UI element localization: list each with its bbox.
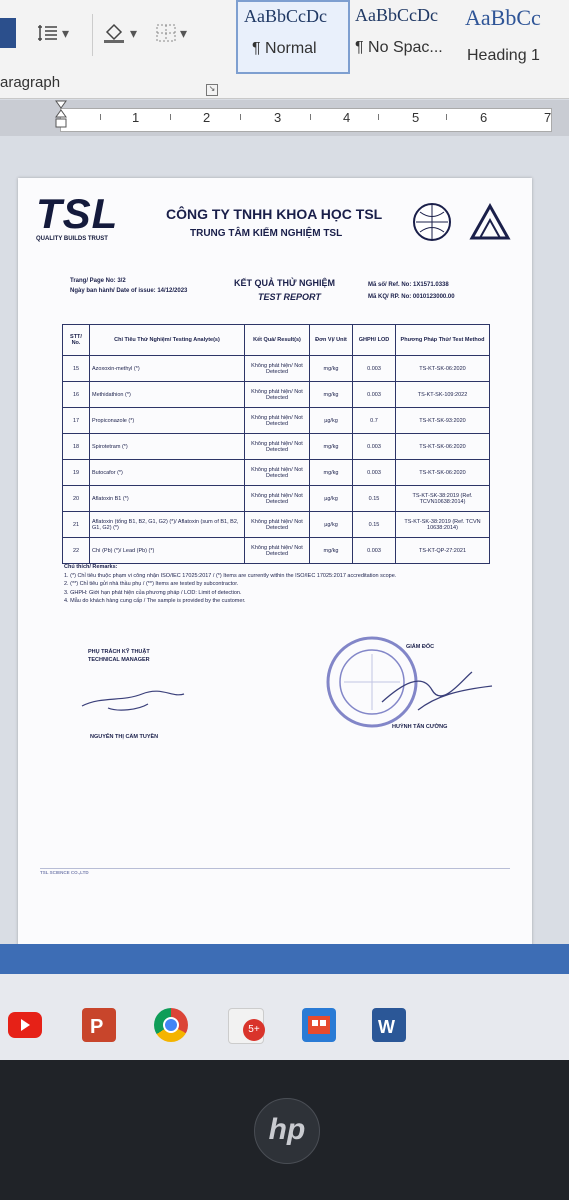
signature-right xyxy=(378,666,498,716)
row-number: 17 xyxy=(63,408,90,434)
method-cell: TS-KT-SK-06:2020 xyxy=(396,434,490,460)
table-row xyxy=(63,486,490,512)
result-cell: Không phát hiện/ Not Detected xyxy=(245,408,310,434)
analyte-cell: Spirotetram (*) xyxy=(90,434,245,460)
result-cell: Không phát hiện/ Not Detected xyxy=(245,460,310,486)
ruler-tick xyxy=(170,114,171,120)
column-header: Chỉ Tiêu Thử Nghiệm/ Testing Analyte(s) xyxy=(90,325,245,356)
chevron-down-icon: ▾ xyxy=(180,24,188,41)
footer-company: TSL SCIENCE CO.,LTD xyxy=(40,870,89,875)
line-spacing-button[interactable] xyxy=(36,20,69,46)
analyte-cell: Aflatoxin B1 (*) xyxy=(90,486,245,512)
borders-button[interactable] xyxy=(156,20,187,46)
document-footer xyxy=(40,868,510,929)
style-heading-1[interactable] xyxy=(458,0,569,72)
lod-cell: 0.003 xyxy=(353,356,396,382)
method-cell: TS-KT-SK-38:2019 (Ref. TCVN 10638:2014) xyxy=(396,512,490,538)
result-cell: Không phát hiện/ Not Detected xyxy=(245,434,310,460)
paint-bucket-icon xyxy=(102,22,126,44)
column-header: Phương Pháp Thử/ Test Method xyxy=(396,325,490,356)
powerpoint-icon[interactable] xyxy=(82,1008,116,1042)
table-row xyxy=(63,460,490,486)
logo-tagline: QUALITY BUILDS TRUST xyxy=(36,236,108,242)
document-page[interactable] xyxy=(18,178,532,946)
ruler-number: 6 xyxy=(480,110,488,125)
horizontal-ruler[interactable] xyxy=(0,100,569,136)
director-title: GIÁM ĐỐC xyxy=(406,644,435,650)
analyte-cell: Azoxoxin-methyl (*) xyxy=(90,356,245,382)
company-subtitle: TRUNG TÂM KIỂM NGHIỆM TSL xyxy=(190,228,343,239)
row-number: 22 xyxy=(63,538,90,564)
accreditation-globe-icon xyxy=(412,202,452,242)
dialog-launcher-icon[interactable]: ↘ xyxy=(206,84,218,96)
lod-cell: 0.7 xyxy=(353,408,396,434)
column-header: Kết Quả/ Result(s) xyxy=(245,325,310,356)
report-title: KẾT QUẢ THỬ NGHIỆM xyxy=(234,278,335,288)
analyte-cell: Chì (Pb) (*)/ Lead (Pb) (*) xyxy=(90,538,245,564)
row-number: 19 xyxy=(63,460,90,486)
ruler-number: 1 xyxy=(132,110,140,125)
lod-cell: 0.003 xyxy=(353,538,396,564)
page-number-line: Trang/ Page No: 3/2 xyxy=(70,278,126,284)
lod-cell: 0.003 xyxy=(353,382,396,408)
result-cell: Không phát hiện/ Not Detected xyxy=(245,512,310,538)
unit-cell: mg/kg xyxy=(310,460,353,486)
method-cell: TS-KT-SK-06:2020 xyxy=(396,460,490,486)
ruler-tick xyxy=(446,114,447,120)
analyte-cell: Propiconazole (*) xyxy=(90,408,245,434)
sample-line: Mã KQ/ RP. No: 0010123000.00 xyxy=(368,294,455,300)
indent-marker-icon[interactable] xyxy=(55,100,67,130)
column-header: STT/ No. xyxy=(63,325,90,356)
youtube-icon[interactable] xyxy=(8,1012,42,1038)
lod-cell: 0.003 xyxy=(353,434,396,460)
remark-item: 2. (**) Chỉ tiêu gửi nhà thầu phụ / (**) Items are tested by subcontractor. xyxy=(64,581,239,587)
unit-cell: mg/kg xyxy=(310,382,353,408)
unit-cell: µg/kg xyxy=(310,486,353,512)
ruler-tick xyxy=(310,114,311,120)
method-cell: TS-KT-SK-38:2019 (Ref. TCVN10638:2014) xyxy=(396,486,490,512)
svg-text:W: W xyxy=(378,1017,395,1037)
result-cell: Không phát hiện/ Not Detected xyxy=(245,356,310,382)
ruler-number: 5 xyxy=(412,110,420,125)
ruler-number: 7 xyxy=(544,110,552,125)
row-number: 21 xyxy=(63,512,90,538)
lod-cell: 0.15 xyxy=(353,486,396,512)
row-number: 15 xyxy=(63,356,90,382)
signatory-subtitle: TECHNICAL MANAGER xyxy=(88,657,150,663)
table-row xyxy=(63,512,490,538)
table-row xyxy=(63,356,490,382)
company-logo: TSL xyxy=(36,190,119,237)
style-no-spacing[interactable] xyxy=(348,0,460,72)
line-spacing-icon xyxy=(36,24,58,42)
style-preview: AaBbCcDc xyxy=(355,5,438,25)
notification-badge: 5+ xyxy=(243,1019,265,1041)
borders-icon xyxy=(156,24,176,42)
word-icon[interactable] xyxy=(372,1008,406,1042)
remark-item: 3. GHPH: Giới hạn phát hiện của phương pháp / LOD: Limit of detection. xyxy=(64,589,242,596)
issue-date-line: Ngày ban hành/ Date of issue: 14/12/2023 xyxy=(70,288,188,294)
ribbon-color-tab[interactable] xyxy=(0,18,16,48)
unit-cell: µg/kg xyxy=(310,512,353,538)
unit-cell: mg/kg xyxy=(310,538,353,564)
report-subtitle: TEST REPORT xyxy=(258,292,321,302)
table-row xyxy=(63,382,490,408)
results-table xyxy=(62,324,490,564)
result-cell: Không phát hiện/ Not Detected xyxy=(245,382,310,408)
row-number: 18 xyxy=(63,434,90,460)
technical-manager-block xyxy=(88,648,150,664)
taskbar xyxy=(0,974,569,1060)
ruler-tick xyxy=(100,114,101,120)
remark-item: 1. (*) Chỉ tiêu thuộc phạm vi công nhận ISO/IEC 17025:2017 / (*) Items are currently within the ISO/IEC 17025:2017 accreditation scope. xyxy=(64,572,397,579)
unit-cell: mg/kg xyxy=(310,434,353,460)
row-number: 16 xyxy=(63,382,90,408)
ruler-number: 2 xyxy=(203,110,211,125)
column-header: GHPH/ LOD xyxy=(353,325,396,356)
chevron-down-icon: ▾ xyxy=(130,24,138,41)
hp-logo xyxy=(254,1098,320,1164)
ruler-tick xyxy=(240,114,241,120)
analyte-cell: Aflatoxin (tổng B1, B2, G1, G2) (*)/ Aflatoxin (sum of B1, B2, G1, G2) (*) xyxy=(90,512,245,538)
unit-cell: mg/kg xyxy=(310,356,353,382)
signature-left xyxy=(78,678,188,718)
ruler-tick xyxy=(378,114,379,120)
table-row xyxy=(63,408,490,434)
method-cell: TS-KT-SK-109:2022 xyxy=(396,382,490,408)
unit-cell: µg/kg xyxy=(310,408,353,434)
style-preview: AaBbCc xyxy=(465,5,541,30)
analyte-cell: Butocafor (*) xyxy=(90,460,245,486)
aosc-logo-icon xyxy=(466,202,514,242)
signatory-name-right: HUỲNH TẤN CƯỜNG xyxy=(392,724,448,730)
method-cell: TS-KT-SK-06:2020 xyxy=(396,356,490,382)
calendar-app-icon[interactable] xyxy=(302,1008,336,1042)
style-name: Heading 1 xyxy=(467,47,540,64)
table-body xyxy=(63,356,490,564)
result-cell: Không phát hiện/ Not Detected xyxy=(245,486,310,512)
lod-cell: 0.15 xyxy=(353,512,396,538)
table-row xyxy=(63,538,490,564)
table-row xyxy=(63,434,490,460)
status-bar xyxy=(0,944,569,974)
method-cell: TS-KT-SK-93:2020 xyxy=(396,408,490,434)
chrome-icon[interactable] xyxy=(154,1008,188,1042)
style-name: ¶ Normal xyxy=(252,40,317,57)
style-normal[interactable] xyxy=(236,0,350,74)
analyte-cell: Methidathion (*) xyxy=(90,382,245,408)
chevron-down-icon: ▾ xyxy=(62,24,70,41)
company-name: CÔNG TY TNHH KHOA HỌC TSL xyxy=(166,206,383,222)
result-cell: Không phát hiện/ Not Detected xyxy=(245,538,310,564)
ruler-number: 4 xyxy=(343,110,351,125)
remarks xyxy=(64,563,490,606)
column-header: Đơn Vị/ Unit xyxy=(310,325,353,356)
table-header-row xyxy=(63,325,490,356)
style-preview: AaBbCcDc xyxy=(244,6,327,26)
svg-text:P: P xyxy=(90,1016,104,1038)
lod-cell: 0.003 xyxy=(353,460,396,486)
remarks-heading: Chú thích/ Remarks: xyxy=(64,564,118,570)
notification-app-icon[interactable] xyxy=(228,1008,264,1044)
divider xyxy=(92,14,93,56)
hp-logo-text: hp xyxy=(268,1113,306,1146)
style-name: ¶ No Spac... xyxy=(355,39,443,56)
row-number: 20 xyxy=(63,486,90,512)
ruler-number: 3 xyxy=(274,110,282,125)
paragraph-group-label: aragraph xyxy=(0,74,61,91)
signatory-title: PHỤ TRÁCH KỸ THUẬT xyxy=(88,649,150,655)
signatory-name-left: NGUYỄN THỊ CẨM TUYỀN xyxy=(90,734,159,740)
remark-item: 4. Mẫu do khách hàng cung cấp / The sample is provided by the customer. xyxy=(64,598,246,604)
method-cell: TS-KT-QP-27:2021 xyxy=(396,538,490,564)
reference-line: Mã số/ Ref. No: 1X1571.0338 xyxy=(368,282,449,288)
shading-button[interactable] xyxy=(102,20,137,46)
ribbon xyxy=(0,0,569,99)
